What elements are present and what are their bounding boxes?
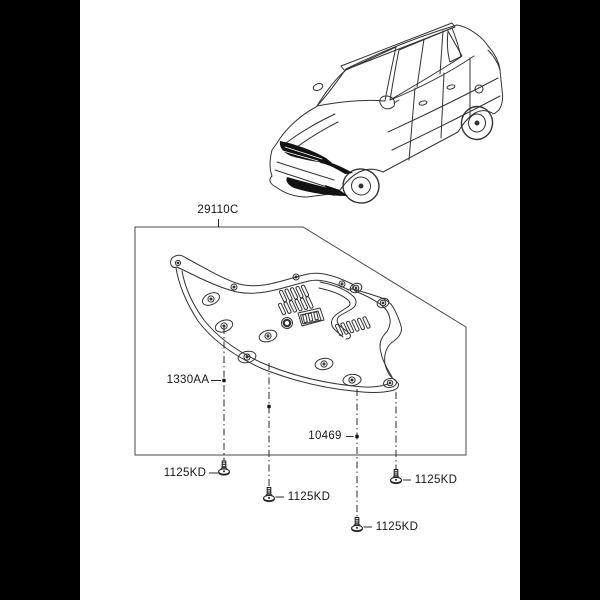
under-cover-panel-drawing bbox=[171, 255, 402, 392]
part-code-under-cover[interactable]: 29110C bbox=[197, 204, 239, 216]
part-code-screw-2[interactable]: 1125KD bbox=[287, 491, 331, 503]
part-code-screw-4[interactable]: 1125KD bbox=[414, 474, 458, 486]
part-code-screw-3[interactable]: 1125KD bbox=[375, 521, 419, 533]
screw-icon bbox=[264, 488, 275, 502]
part-code-clip[interactable]: 1330AA bbox=[166, 374, 210, 386]
vehicle-illustration bbox=[270, 23, 503, 205]
screw-icon bbox=[219, 461, 230, 475]
screw-icon bbox=[352, 518, 363, 532]
part-code-bolt[interactable]: 10469 bbox=[308, 430, 342, 442]
part-box-outline bbox=[135, 219, 466, 455]
screw-icon bbox=[391, 470, 402, 484]
part-code-screw-1[interactable]: 1125KD bbox=[163, 467, 207, 479]
